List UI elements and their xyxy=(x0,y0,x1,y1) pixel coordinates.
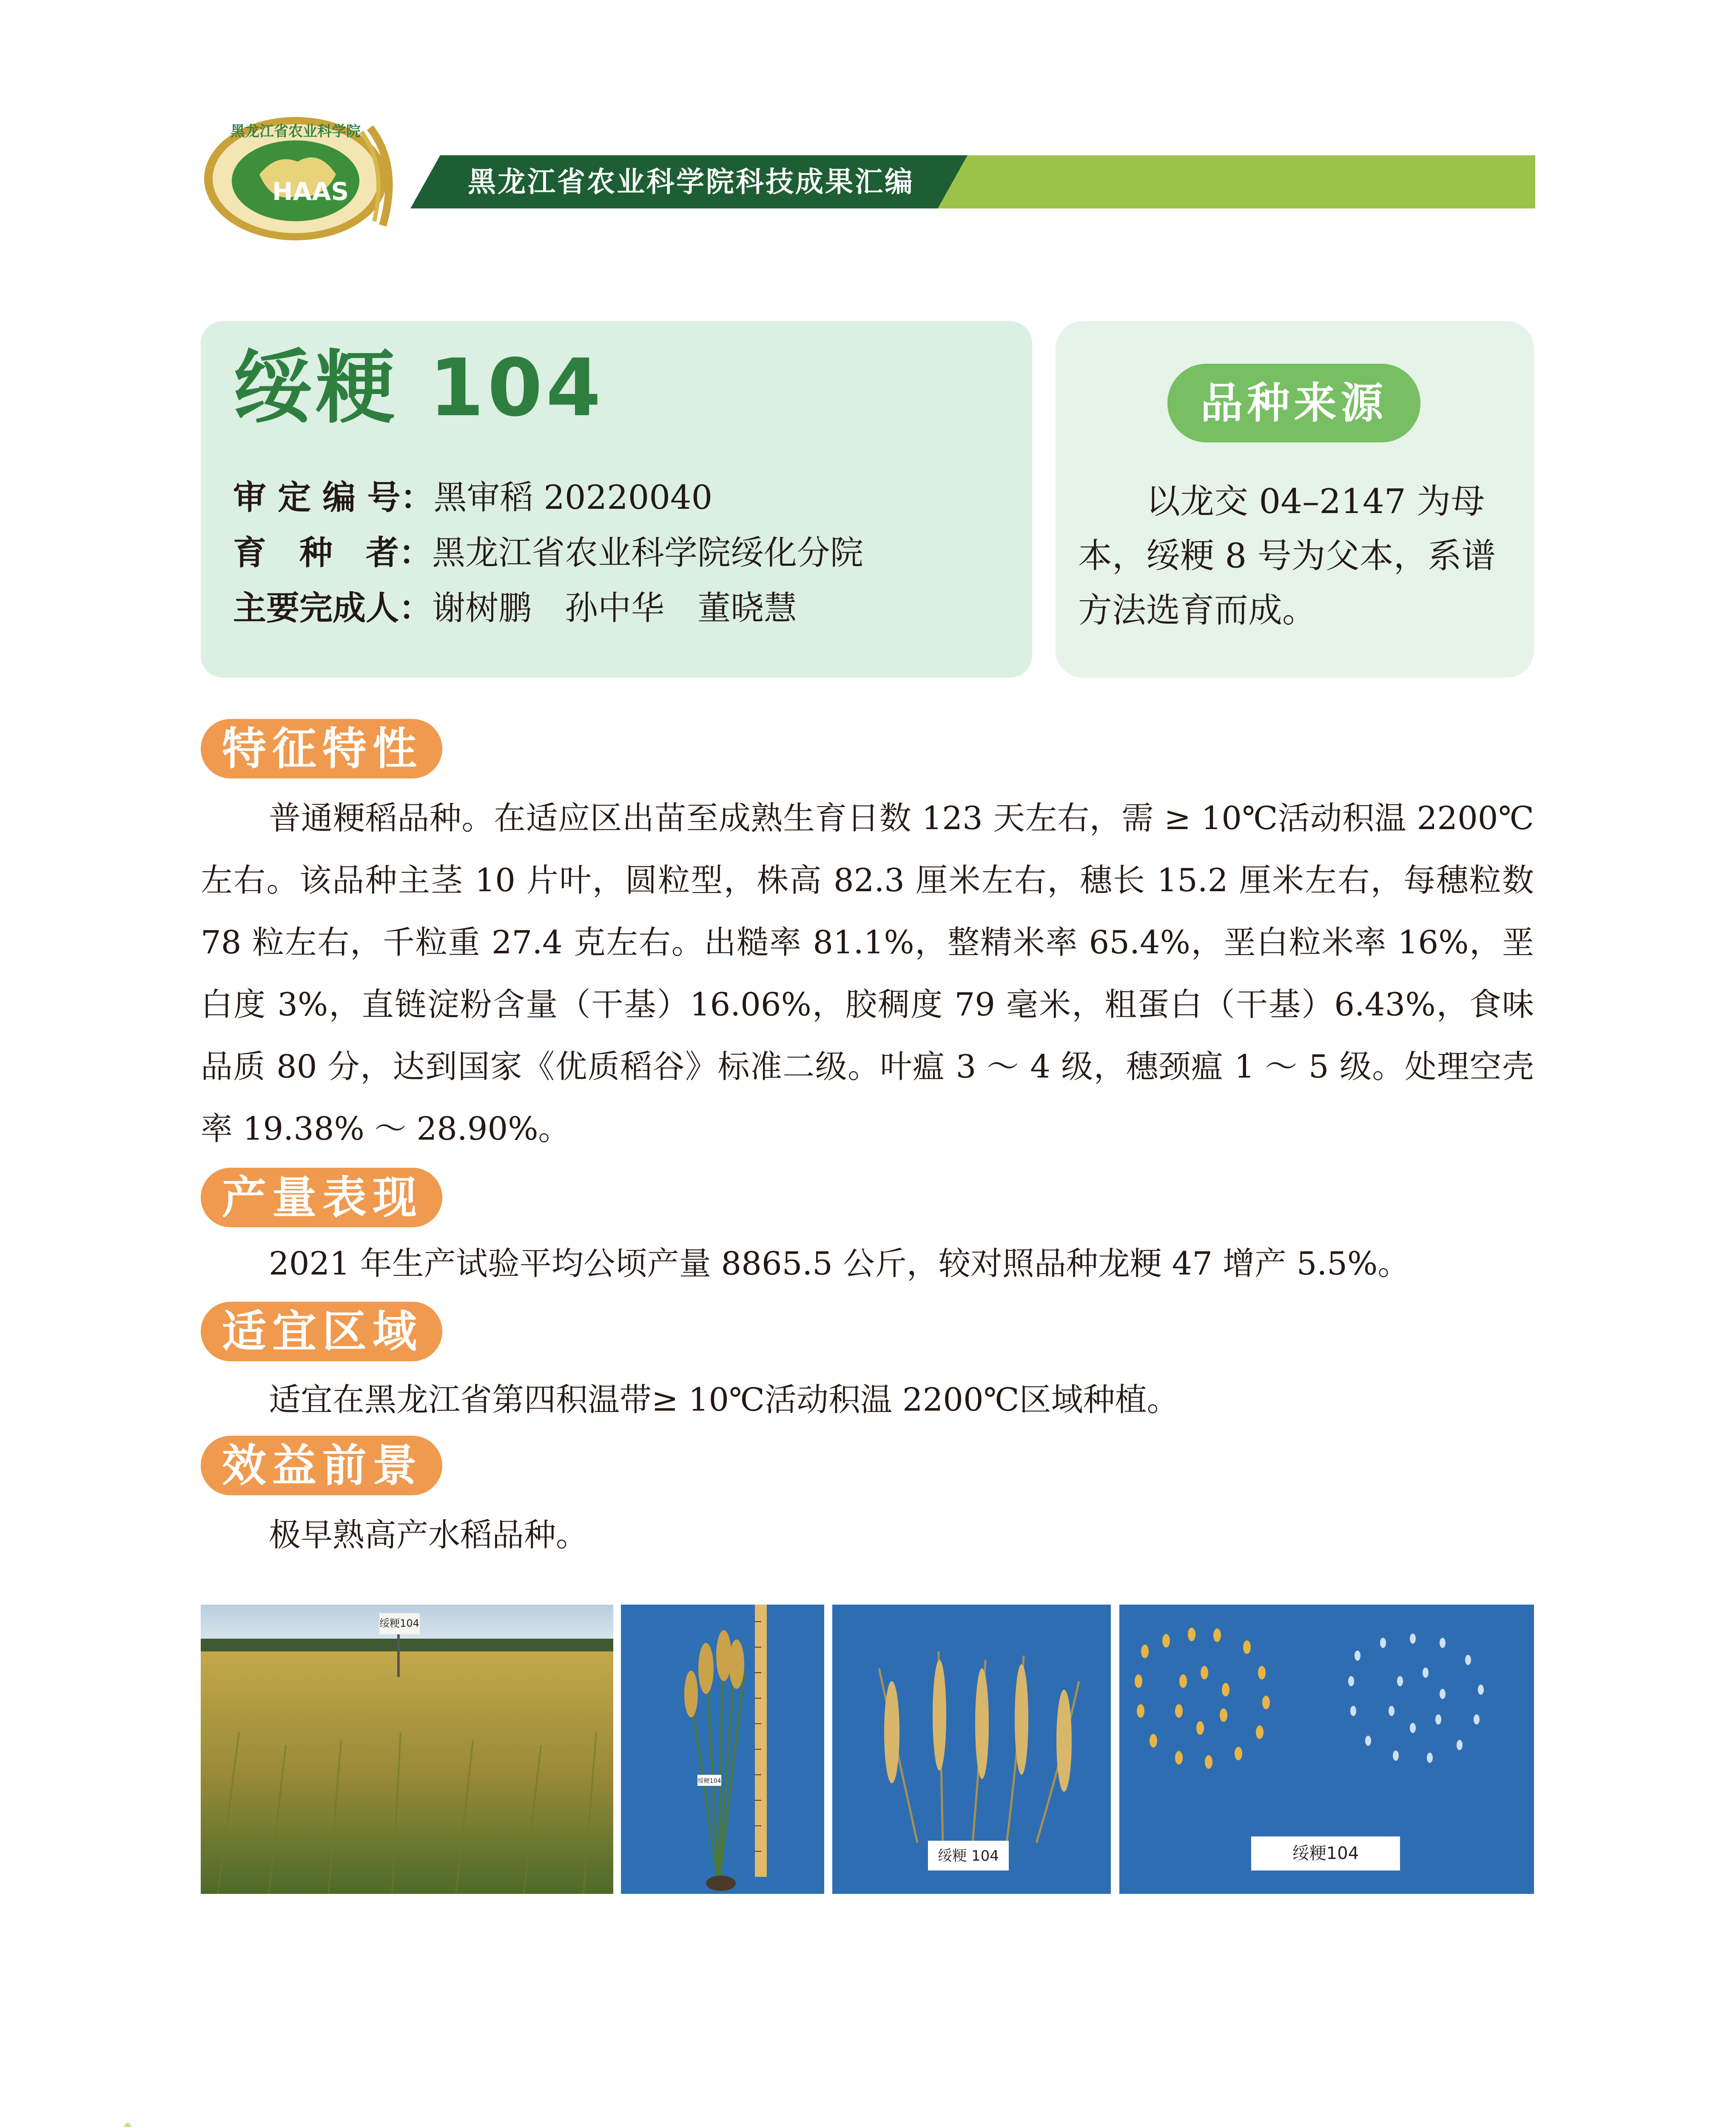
breeder-label: 育 种 者： xyxy=(233,534,433,572)
approval-number-value: 黑审稻 20220040 xyxy=(433,479,713,517)
rice-plant-decoration xyxy=(64,2106,200,2127)
field-photo xyxy=(201,1605,613,1894)
benefit-heading: 效益前景 xyxy=(201,1436,442,1495)
yield-text: 2021 年生产试验平均公顷产量 8865.5 公斤，较对照品种龙粳 47 增产 5.5%。 xyxy=(269,1245,1410,1282)
header-title: 黑龙江省农业科学院科技成果汇编 xyxy=(468,165,914,198)
source-heading: 品种来源 xyxy=(1167,364,1420,442)
traits-heading: 特征特性 xyxy=(201,719,442,778)
contributors-row xyxy=(233,587,797,630)
source-text: 以龙交 04–2147 为母本，绥粳 8 号为父本，系谱方法选育而成。 xyxy=(1078,482,1496,630)
logo-haas-text: HAAS xyxy=(272,177,349,206)
yield-heading: 产量表现 xyxy=(201,1168,442,1227)
plant-specimen-image xyxy=(621,1605,824,1894)
field-scene-image xyxy=(201,1605,613,1894)
grains-photo xyxy=(1119,1605,1534,1894)
region-text: 适宜在黑龙江省第四积温带≥ 10℃活动积温 2200℃区域种植。 xyxy=(269,1381,1179,1418)
plant-tag-text: 绥粳104 xyxy=(697,1778,721,1785)
grains-label: 绥粳104 xyxy=(1292,1844,1359,1863)
logo-ring-text: 黑龙江省农业科学院 xyxy=(231,123,361,140)
benefit-text: 极早熟高产水稻品种。 xyxy=(269,1516,588,1554)
haas-logo xyxy=(200,102,413,247)
contributors-label: 主要完成人： xyxy=(233,589,433,627)
panicles-photo xyxy=(832,1605,1111,1894)
traits-text: 普通粳稻品种。在适应区出苗至成熟生育日数 123 天左右，需 ≥ 10℃活动积温 2200℃左右。该品种主茎 10 片叶，圆粒型，株高 82.3 厘米左右，穗长 15.2 厘米左右，每穗粒数 78 粒左右，千粒重 27.4 克左右。出糙率 81.1%，整精米率 65.4%，垩白粒米率 16%，垩白度 3%，直链淀粉含量（干基）16.06%，胶稠度 79 毫米，粗蛋白（干基）6.43%，食味品质 80 分，达到国家《优质稻谷》标准二级。叶瘟 3 ～ 4 级，穗颈瘟 1 ～ 5 级。处理空壳率 19.38% ～ 28.90%。 xyxy=(201,799,1534,1147)
approval-number-row xyxy=(233,476,712,519)
region-heading: 适宜区域 xyxy=(201,1302,442,1361)
panicles-label: 绥粳 104 xyxy=(938,1848,999,1865)
plant-photo xyxy=(621,1605,824,1894)
contributors-value: 谢树鹏 孙中华 董晓慧 xyxy=(432,589,797,627)
approval-number-label: 审 定 编 号： xyxy=(233,479,434,517)
breeder-row xyxy=(233,532,863,575)
grains-image xyxy=(1119,1605,1534,1894)
panicles-image xyxy=(832,1605,1111,1894)
breeder-value: 黑龙江省农业科学院绥化分院 xyxy=(432,534,864,572)
variety-name: 绥粳 104 xyxy=(233,342,605,434)
field-sign-text: 绥粳104 xyxy=(379,1617,419,1629)
